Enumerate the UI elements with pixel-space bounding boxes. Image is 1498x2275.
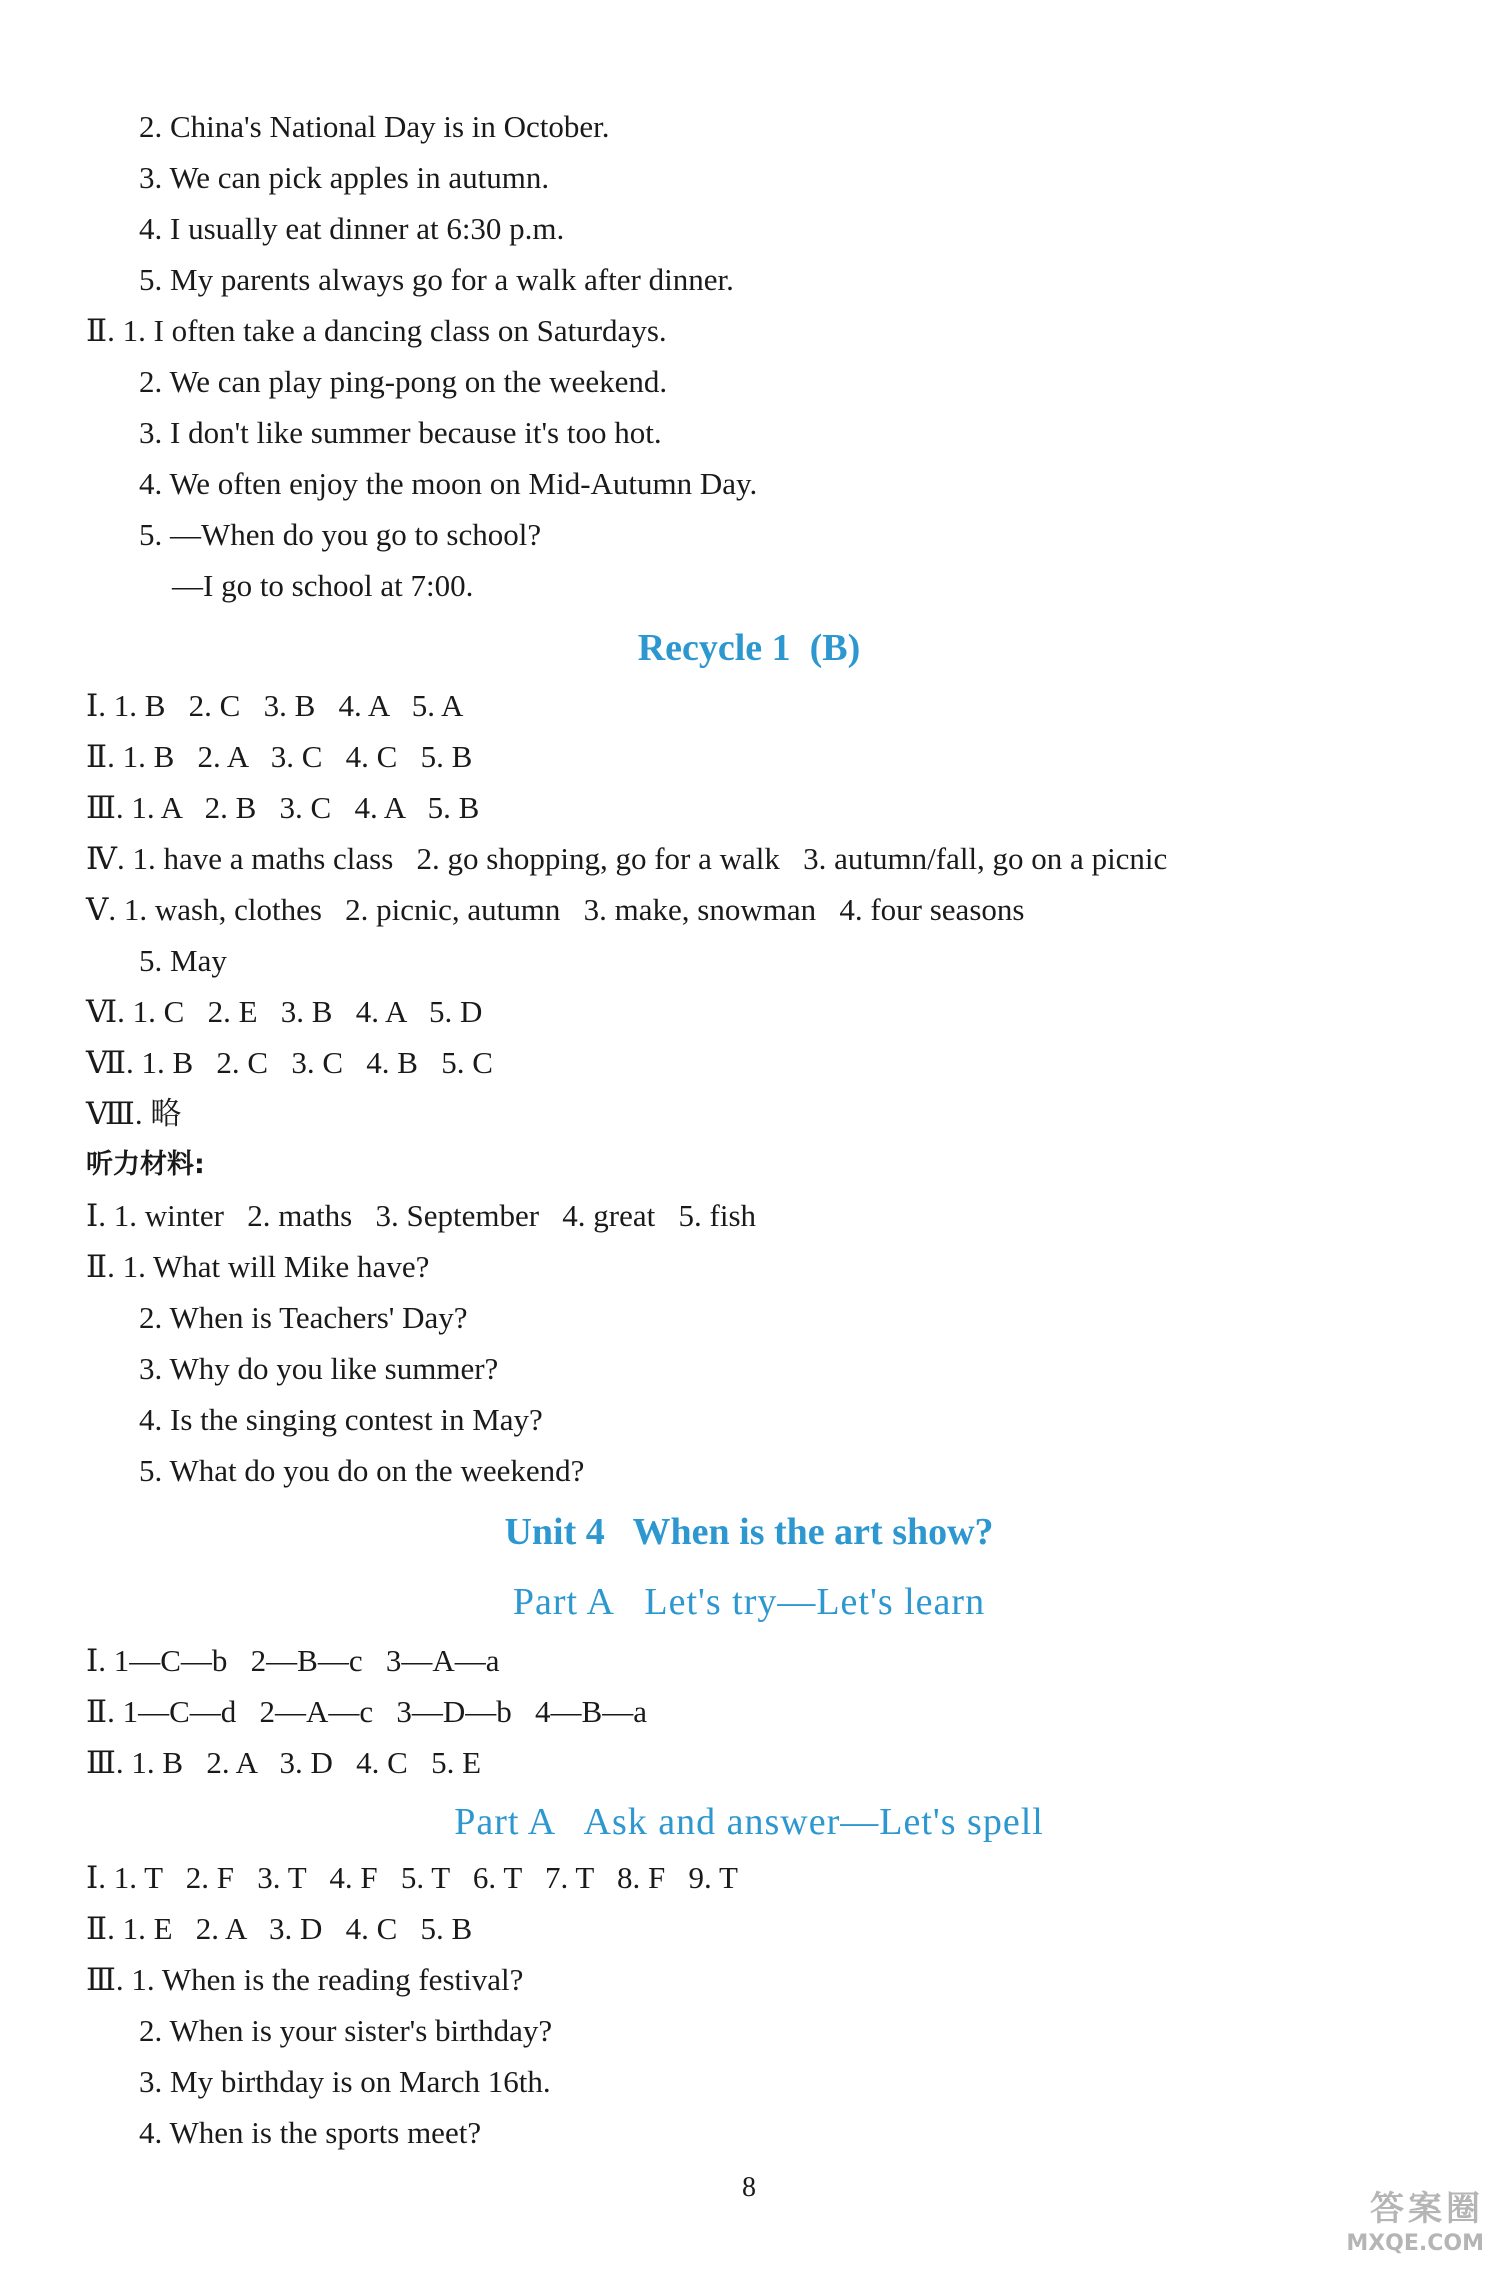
answer-line: 3. I don't like summer because it's too hot. (139, 415, 662, 450)
answer-line: Ⅱ. 1. I often take a dancing class on Saturdays. (86, 313, 667, 348)
answer-line: Ⅴ. 1. wash, clothes 2. picnic, autumn 3. make, snowman 4. four seasons (86, 892, 1025, 927)
answer-line: Ⅵ. 1. C 2. E 3. B 4. A 5. D (86, 994, 483, 1029)
answer-line: 5. My parents always go for a walk after dinner. (139, 262, 734, 297)
answer-line: 2. China's National Day is in October. (139, 109, 610, 144)
answer-line: 4. When is the sports meet? (139, 2115, 482, 2150)
answer-line: 2. When is Teachers' Day? (139, 1300, 468, 1335)
answer-line: 2. When is your sister's birthday? (139, 2013, 553, 2048)
answer-line: 3. We can pick apples in autumn. (139, 160, 550, 195)
answer-line: 5. What do you do on the weekend? (139, 1453, 585, 1488)
answer-line: 5. May (139, 943, 227, 978)
answer-line: 2. We can play ping-pong on the weekend. (139, 364, 668, 399)
answer-line: Ⅰ. 1—C—b 2—B—c 3—A—a (86, 1643, 500, 1678)
watermark-logo (1294, 2187, 1484, 2267)
watermark-bottom-text: MXQE.COM (1346, 2231, 1484, 2256)
answer-line: Ⅲ. 1. B 2. A 3. D 4. C 5. E (86, 1745, 482, 1780)
answer-line: Ⅲ. 1. A 2. B 3. C 4. A 5. B (86, 790, 480, 825)
watermark-top-text: 答案圈 (1370, 2189, 1484, 2229)
answer-line: 5. —When do you go to school? (139, 517, 542, 552)
page-number: 8 (742, 2172, 756, 2203)
answer-line: 3. My birthday is on March 16th. (139, 2064, 551, 2099)
answer-line: Ⅷ. 略 (86, 1096, 182, 1131)
answer-line: Ⅱ. 1. B 2. A 3. C 4. C 5. B (86, 739, 473, 774)
answer-line: 4. Is the singing contest in May? (139, 1402, 543, 1437)
answer-line: Ⅱ. 1. E 2. A 3. D 4. C 5. B (86, 1911, 473, 1946)
answer-line: 4. I usually eat dinner at 6:30 p.m. (139, 211, 565, 246)
unit-heading: Unit 4 When is the art show? (504, 1511, 994, 1553)
answer-line: Ⅶ. 1. B 2. C 3. C 4. B 5. C (86, 1045, 493, 1080)
part-heading: Part A Let's try—Let's learn (512, 1581, 986, 1623)
listening-material-heading: 听力材料: (86, 1149, 205, 1180)
section-heading-recycle: Recycle 1 (B) (637, 627, 861, 669)
answer-line: Ⅰ. 1. B 2. C 3. B 4. A 5. A (86, 688, 464, 723)
answer-line: Ⅰ. 1. T 2. F 3. T 4. F 5. T 6. T 7. T 8. F 9. T (86, 1860, 738, 1895)
answer-line: Ⅲ. 1. When is the reading festival? (86, 1962, 524, 1997)
answer-line: 3. Why do you like summer? (139, 1351, 499, 1386)
answer-line: —I go to school at 7:00. (172, 568, 474, 603)
answer-line: 4. We often enjoy the moon on Mid-Autumn Day. (139, 466, 758, 501)
answer-line: Ⅰ. 1. winter 2. maths 3. September 4. great 5. fish (86, 1198, 757, 1233)
answer-line: Ⅳ. 1. have a maths class 2. go shopping, go for a walk 3. autumn/fall, go on a picnic (86, 841, 1168, 876)
part-heading: Part A Ask and answer—Let's spell (454, 1801, 1044, 1843)
answer-line: Ⅱ. 1. What will Mike have? (86, 1249, 430, 1284)
answer-line: Ⅱ. 1—C—d 2—A—c 3—D—b 4—B—a (86, 1694, 647, 1729)
